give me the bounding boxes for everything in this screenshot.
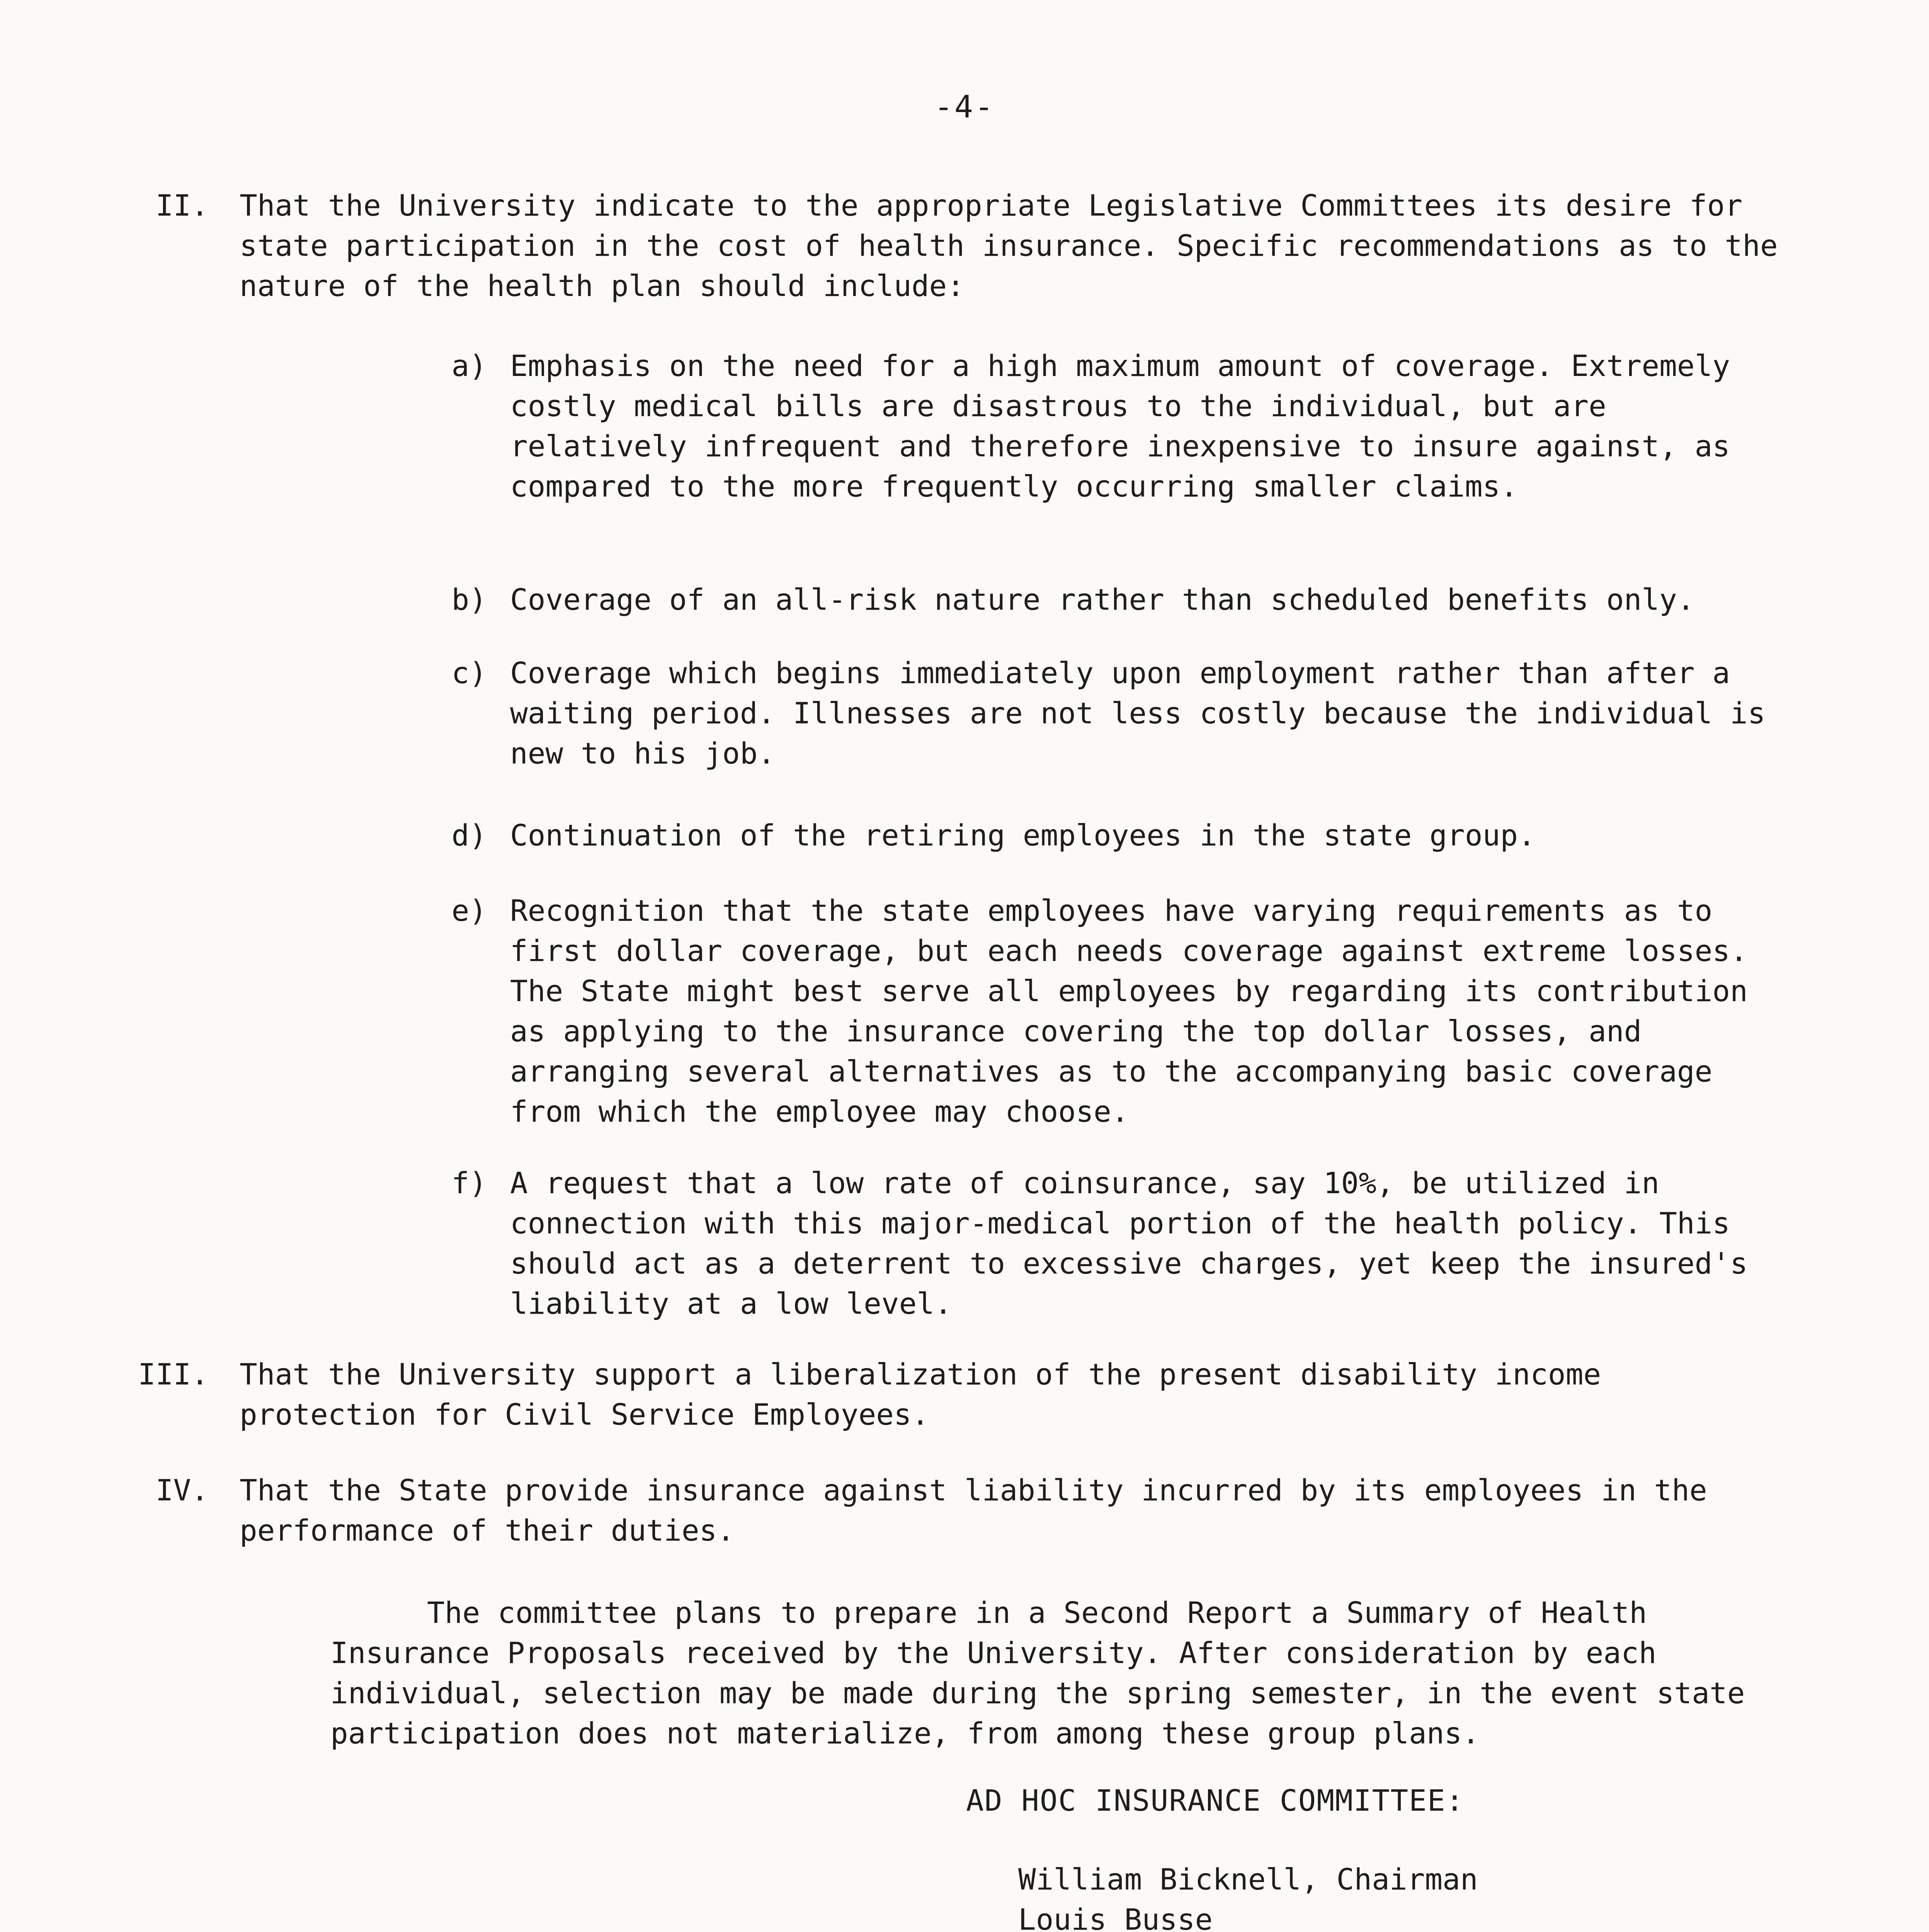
committee-heading: AD HOC INSURANCE COMMITTEE:	[966, 1783, 1465, 1818]
section-text: That the State provide insurance against liability incurred by its employees in the performance of their duties.	[240, 1473, 1707, 1548]
subitem-a	[451, 346, 1793, 507]
subitem-letter: a)	[451, 349, 487, 383]
subitem-e	[451, 891, 1793, 1132]
subitem-d	[451, 815, 1793, 855]
page-number: -4-	[934, 89, 995, 125]
subitem-text: Continuation of the retiring employees in the state group.	[510, 818, 1536, 852]
subitem-letter: f)	[451, 1166, 487, 1200]
subitem-text: Emphasis on the need for a high maximum amount of coverage. Extremely costly medical bills are disastrous to the individual, but are relatively infrequent and therefore inexpensive to insure against, as compared to the more frequently occurring smaller claims.	[510, 349, 1730, 503]
subitem-letter: c)	[451, 656, 487, 690]
committee-block	[966, 1781, 1739, 1932]
section-numeral: II.	[155, 188, 209, 223]
subitem-letter: b)	[451, 582, 487, 617]
subitem-c	[451, 653, 1793, 774]
section-text: That the University support a liberalization of the present disability income protection for Civil Service Employees.	[240, 1357, 1601, 1432]
subitem-f	[451, 1163, 1793, 1324]
committee-members	[1018, 1859, 1739, 1932]
subitem-text: Coverage which begins immediately upon employment rather than after a waiting period. Illnesses are not less costly because the individual is new to his job.	[510, 656, 1766, 770]
subitem-b	[451, 580, 1793, 620]
subitem-letter: e)	[451, 893, 487, 928]
section-iii	[138, 1354, 1781, 1435]
subitem-text: Coverage of an all-risk nature rather than scheduled benefits only.	[510, 582, 1695, 617]
section-numeral: IV.	[155, 1473, 209, 1507]
section-ii	[155, 185, 1781, 306]
subitem-letter: d)	[451, 818, 487, 852]
committee-member: William Bicknell, Chairman	[1018, 1862, 1478, 1896]
subitem-text: A request that a low rate of coinsurance, say 10%, be utilized in connection with this major-medical portion of the health policy. This should act as a deterrent to excessive charges, yet keep the insured's liability at a low level.	[510, 1166, 1748, 1321]
section-text: That the University indicate to the appropriate Legislative Committees its desire for state participation in the cost of health insurance. Specific recommendations as to the nature of the health plan should include:	[240, 188, 1778, 303]
section-iv	[155, 1470, 1781, 1551]
section-numeral: III.	[138, 1357, 209, 1391]
subitem-text: Recognition that the state employees have varying requirements as to first dollar coverage, but each needs coverage against extreme losses. The State might best serve all employees by regarding its contribution as applying to the insurance covering the top dollar losses, and arranging several alternatives as to the accompanying basic coverage from which the employee may choose.	[510, 893, 1748, 1129]
closing-paragraph: The committee plans to prepare in a Second Report a Summary of Health Insurance Proposals received by the University. After consideration by each individual, selection may be made during the spring semester, in the event state participation does not materialize, from among these group plans.	[330, 1595, 1745, 1750]
committee-member: Louis Busse	[1018, 1902, 1213, 1932]
